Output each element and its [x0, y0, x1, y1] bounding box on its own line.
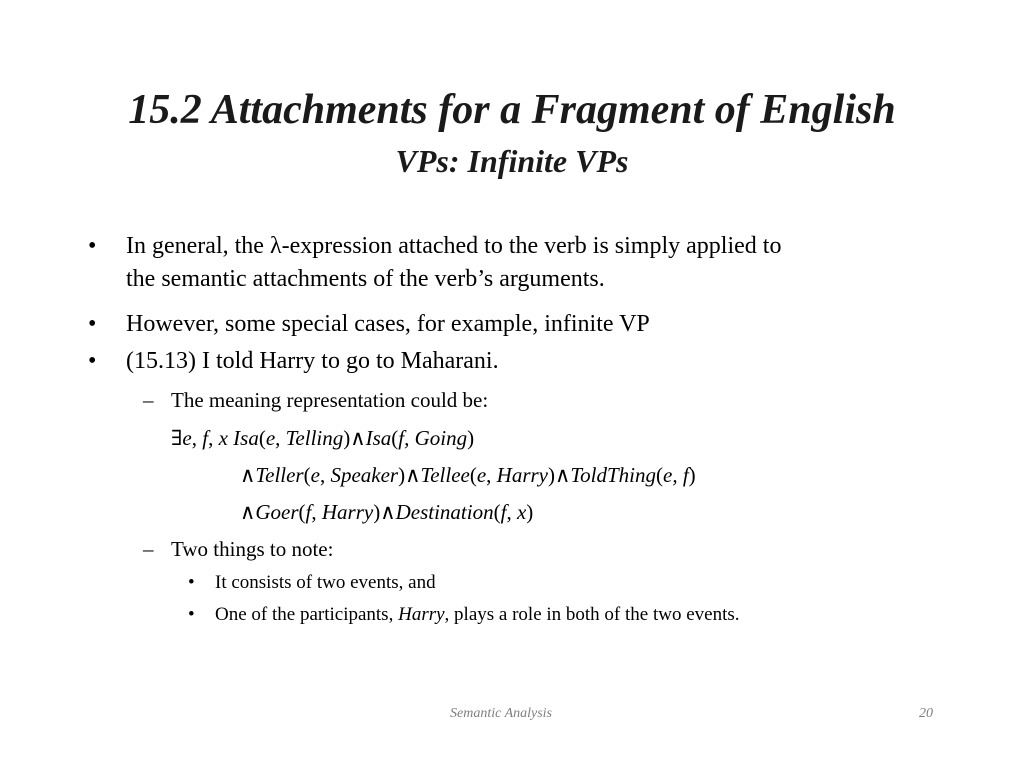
sub-sub-bullet-marker: •: [188, 572, 195, 593]
page-number: 20: [919, 706, 933, 721]
bullet-2-text: However, some special cases, for example, infinite VP: [126, 311, 650, 337]
sub-bullet-marker: –: [143, 388, 154, 412]
bullet-marker: •: [88, 233, 97, 259]
slide-title: 15.2 Attachments for a Fragment of English: [128, 87, 896, 133]
sub-bullet-marker: –: [143, 537, 154, 561]
formula-line-2: ∧Teller(e, Speaker)∧Tellee(e, Harry)∧ToldThing(e, f): [240, 463, 696, 487]
bullet-3-text: (15.13) I told Harry to go to Maharani.: [126, 348, 499, 374]
lambda-symbol: λ: [269, 233, 282, 259]
formula-line-1: ∃e, f, x Isa(e, Telling)∧Isa(f, Going): [171, 426, 475, 450]
bullet-marker: •: [88, 348, 97, 374]
formula-line-3: ∧Goer(f, Harry)∧Destination(f, x): [240, 500, 534, 524]
sub-bullet-1-text: The meaning representation could be:: [171, 388, 489, 412]
sub-sub-bullet-marker: •: [188, 604, 195, 625]
slide-subtitle: VPs: Infinite VPs: [395, 143, 629, 179]
footer-title: Semantic Analysis: [450, 706, 553, 721]
sub-sub-bullet-2-text: One of the participants, Harry, plays a role in both of the two events.: [215, 604, 740, 625]
sub-sub-bullet-1-text: It consists of two events, and: [215, 572, 436, 593]
bullet-1-line-2: the semantic attachments of the verb’s arguments.: [126, 266, 605, 292]
sub-bullet-2-text: Two things to note:: [171, 537, 334, 561]
bullet-1-line-1: In general, the λ-expression attached to the verb is simply applied to: [126, 233, 782, 259]
bullet-marker: •: [88, 311, 97, 337]
